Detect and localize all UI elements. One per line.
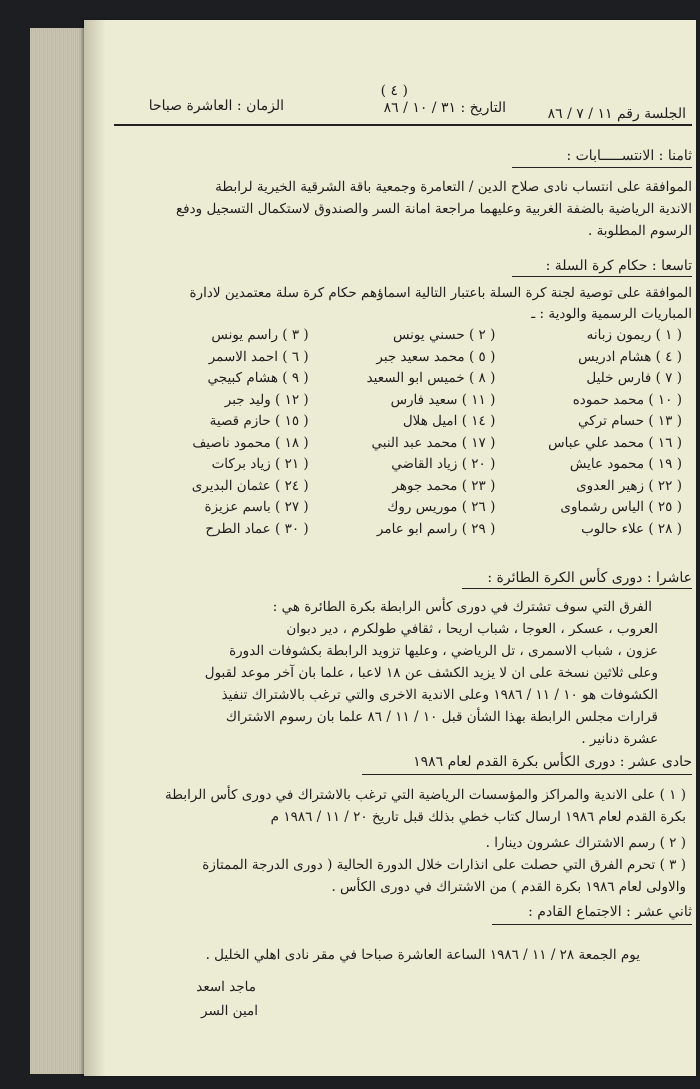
referee-entry: ( ٣ ) راسم يونس [211,327,309,343]
referee-entry: ( ١٠ ) محمد حموده [572,391,682,408]
referee-entry: ( ١٢ ) وليد جبر [224,391,309,408]
referee-entry: ( ١٧ ) محمد عبد النبي [371,434,496,451]
section-8-line: الرسوم المطلوبة . [587,223,692,239]
referee-entry: ( ٢٣ ) محمد جوهر [392,477,496,494]
referee-entry: ( ٨ ) خميس ابو السعيد [366,370,496,386]
next-meeting-line: يوم الجمعة ٢٨ / ١١ / ١٩٨٦ الساعة العاشرة صباحا في مقر نادى اهلي الخليل . [205,947,640,963]
referee-entry: ( ٢ ) حسني يونس [392,327,496,343]
referee-entry: ( ٢٩ ) راسم ابو عامر [376,520,496,537]
signatory-name: ماجد اسعد [196,979,256,995]
referee-entry: ( ٢٨ ) علاء حالوب [581,520,682,537]
section-10-underline [462,588,692,589]
section-11-item: ( ٢ ) رسم الاشتراك عشرون دينارا . [485,835,686,851]
section-11-item: ( ١ ) على الاندية والمراكز والمؤسسات الرياضية التي ترغب بالاشتراك في دورى كأس الرابطة [165,787,686,803]
header-rule [114,124,692,126]
section-12-underline [492,924,692,925]
referee-entry: ( ٦ ) احمد الاسمر [208,348,309,365]
referee-entry: ( ٢٤ ) عثمان البديرى [191,477,309,494]
referee-entry: ( ١٦ ) محمد علي عباس [548,434,682,451]
referee-entry: ( ٢٥ ) الياس رشماوى [560,499,682,515]
section-8-underline [512,167,692,168]
referee-entry: ( ١٥ ) حازم قصية [209,413,309,429]
referee-entry: ( ٢٠ ) زياد القاضي [391,456,496,472]
referee-entry: ( ٤ ) هشام ادريس [578,348,682,365]
referee-entry: ( ١٨ ) محمود ناصيف [192,434,309,451]
referees-list [122,327,682,537]
referee-entry: ( ٢١ ) زياد بركات [211,456,309,472]
referee-entry: ( ٢٦ ) موريس روك [387,499,496,515]
referee-entry: ( ١٣ ) حسام تركي [578,413,682,429]
section-10-line: العروب ، عسكر ، العوجا ، شباب اريحا ، ثقافي طولكرم ، دير دبوان [286,621,658,637]
section-11-title: حادى عشر : دورى الكأس بكرة القدم لعام ١٩٨٦ [413,754,692,770]
referee-entry: ( ٧ ) فارس خليل [586,370,682,386]
meeting-time: الزمان : العاشرة صباحا [148,98,284,114]
referee-entry: ( ١٤ ) اميل هلال [402,413,496,429]
section-8-line: الاندية الرياضية بالضفة الغربية وعليهما مراجعة امانة السر والصندوق لاستكمال التسجيل ودفع [175,201,692,217]
referee-entry: ( ٢٢ ) زهير العدوى [576,477,682,494]
binding-shadow [84,20,106,1076]
section-9-intro: المباريات الرسمية والودية : ـ [531,306,692,322]
section-10-line: عشرة دنانير . [581,731,658,747]
book-page-stack [30,28,90,1074]
section-8-line: الموافقة على انتساب نادى صلاح الدين / التعامرة وجمعية باقة الشرقية الخيرية لرابطة [215,179,692,195]
referee-entry: ( ٩ ) هشام كبيجي [207,370,309,386]
session-number: الجلسة رقم ١١ / ٧ / ٨٦ [547,106,686,122]
referee-entry: ( ٣٠ ) عماد الطرح [205,520,309,537]
section-8-title: ثامنا : الانتســـــابات : [566,148,692,164]
signatory-role: امين السر [201,1003,258,1019]
referee-entry: ( ١ ) ريمون زبانه [586,327,682,343]
section-10-line: الكشوفات هو ١٠ / ١١ / ١٩٨٦ وعلى الاندية الاخرى والتي ترغب بالاشتراك تنفيذ [221,687,658,703]
document-page [84,20,696,1076]
referee-entry: ( ٥ ) محمد سعيد جبر [376,348,496,365]
referee-entry: ( ١٩ ) محمود عايش [569,456,682,472]
section-11-item: ( ٣ ) تحرم الفرق التي حصلت على انذارات خلال الدورة الحالية ( دورى الدرجة الممتازة [202,857,686,873]
section-10-line: الفرق التي سوف تشترك في دورى كأس الرابطة بكرة الطائرة هي : [272,599,652,615]
section-10-title: عاشرا : دورى كأس الكرة الطائرة : [487,570,692,586]
section-10-line: قرارات مجلس الرابطة بهذا الشأن قبل ١٠ / ١١ / ٨٦ علما بان رسوم الاشتراك [225,709,658,725]
referee-entry: ( ٢٧ ) باسم عزيزة [204,499,309,515]
section-11-item: بكرة القدم لعام ١٩٨٦ ارسال كتاب خطي بذلك قبل تاريخ ٢٠ / ١١ / ١٩٨٦ م [270,809,686,825]
section-10-line: عزون ، شباب الاسمرى ، تل الرياضي ، وعليها تزويد الرابطة بكشوفات الدورة [229,643,658,659]
section-9-title: تاسعا : حكام كرة السلة : [545,258,692,274]
section-9-intro: الموافقة على توصية لجنة كرة السلة باعتبار التالية اسماؤهم حكام كرة سلة معتمدين لادارة [189,285,692,301]
page-number: ( ٤ ) [380,83,408,99]
meeting-date: التاريخ : ٣١ / ١٠ / ٨٦ [383,100,506,116]
section-10-line: وعلى ثلاثين نسخة على ان لا يزيد الكشف عن ١٨ لاعبا ، علما بان آخر موعد لقبول [204,665,658,681]
section-9-underline [512,276,692,277]
referee-entry: ( ١١ ) سعيد فارس [390,391,496,408]
section-11-underline [362,774,692,775]
section-12-title: ثاني عشر : الاجتماع القادم : [528,904,692,920]
section-11-item: والاولى لعام ١٩٨٦ بكرة القدم ) من الاشتراك في دورى الكأس . [331,879,686,895]
